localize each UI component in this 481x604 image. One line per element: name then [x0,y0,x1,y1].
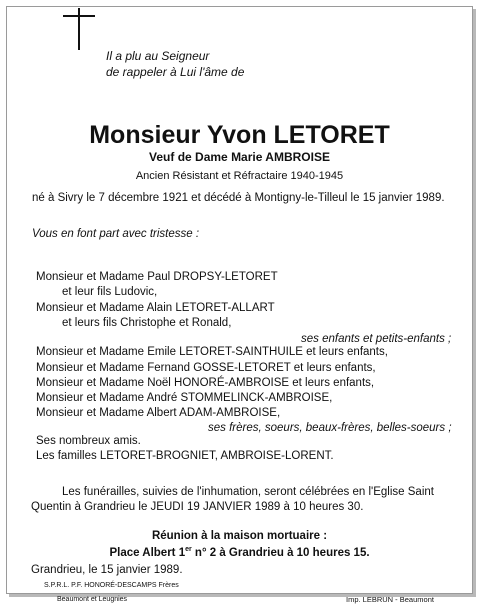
friends-line: Ses nombreux amis. [36,435,141,447]
meeting-address-sup: er [185,546,192,553]
meeting-title: Réunion à la maison mortuaire : [151,530,328,542]
undertaker-line-2: Beaumont et Leugnies [57,596,128,603]
family-line: Monsieur et Madame Emile LETORET-SAINTHUILE et leurs enfants, [36,346,388,358]
announcement: Vous en font part avec tristesse : [32,228,200,240]
meeting-address-post: n° 2 à Grandrieu à 10 heures 15. [191,546,370,559]
intro-line-1: Il a plu au Seigneur [106,49,210,63]
deceased-name: Monsieur Yvon LETORET [89,121,390,149]
family-line: Monsieur et Madame Fernand GOSSE-LETORET et leurs enfants, [36,362,376,374]
family-line: et leurs fils Christophe et Ronald, [62,317,232,329]
funeral-line-2: Quentin à Grandrieu le JEUDI 19 JANVIER 1989 à 10 heures 30. [31,501,364,513]
birth-death-line: né à Sivry le 7 décembre 1921 et décédé à Montigny-le-Tilleul le 15 janvier 1989. [32,192,445,204]
intro-line-2: de rappeler à Lui l'âme de [106,65,245,79]
meeting-address [7,546,472,559]
resistance-title: Ancien Résistant et Réfractaire 1940-1945 [135,170,344,182]
funeral-line-1: Les funérailles, suivies de l'inhumation, seront célébrées en l'Eglise Saint [62,486,434,498]
family-line: Monsieur et Madame Albert ADAM-AMBROISE, [36,407,281,419]
undertaker-line-1: S.P.R.L. P.F. HONORÉ-DESCAMPS Frères [44,582,179,589]
family-line: Monsieur et Madame André STOMMELINCK-AMBROISE, [36,392,333,404]
family-line: Monsieur et Madame Alain LETORET-ALLART [36,302,275,314]
families-line: Les familles LETORET-BROGNIET, AMBROISE-LORENT. [36,450,334,462]
meeting-address-pre: Place Albert 1 [109,546,186,559]
family-line: et leur fils Ludovic, [62,286,158,298]
printer-credit: Imp. LEBRUN - Beaumont [346,595,434,604]
place-date: Grandrieu, le 15 janvier 1989. [31,564,183,576]
family-line: Monsieur et Madame Paul DROPSY-LETORET [36,271,278,283]
children-label: ses enfants et petits-enfants ; [301,333,452,345]
siblings-label: ses frères, soeurs, beaux-frères, belles-soeurs ; [208,422,452,434]
obituary-card [6,6,473,604]
cross-horizontal-bar [63,15,95,17]
family-line: Monsieur et Madame Noël HONORÉ-AMBROISE et leurs enfants, [36,377,375,389]
widower-line: Veuf de Dame Marie AMBROISE [149,150,330,164]
